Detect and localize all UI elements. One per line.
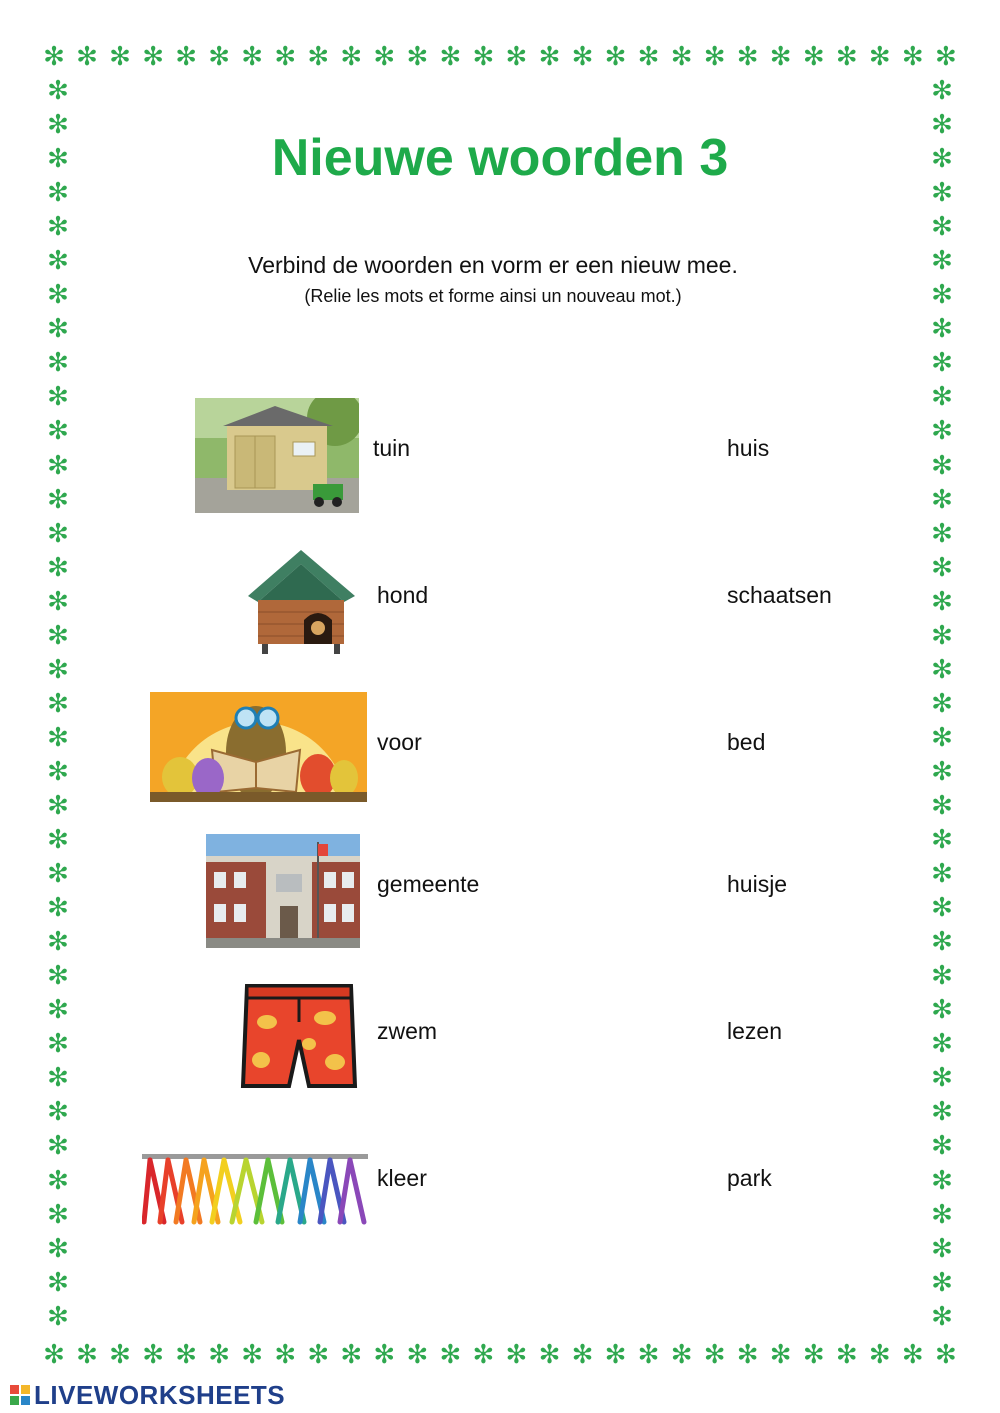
border-flower-icon: ✻ xyxy=(208,1340,231,1370)
border-flower-icon: ✻ xyxy=(931,995,953,1026)
left-word-3: voor xyxy=(377,729,422,755)
garden-shed-image xyxy=(195,398,359,513)
border-flower-icon: ✻ xyxy=(931,722,953,753)
border-flower-icon: ✻ xyxy=(931,927,953,958)
border-flower-icon: ✻ xyxy=(373,42,396,72)
border-flower-icon: ✻ xyxy=(175,1340,198,1370)
border-flower-icon: ✻ xyxy=(47,416,69,447)
border-flower-icon: ✻ xyxy=(274,42,297,72)
border-flower-icon: ✻ xyxy=(47,348,69,379)
border-flower-icon: ✻ xyxy=(47,893,69,924)
border-flower-icon: ✻ xyxy=(47,1233,69,1264)
border-flower-icon: ✻ xyxy=(109,1340,131,1370)
border-flower-icon: ✻ xyxy=(472,42,495,72)
instruction: Verbind de woorden en vorm er een nieuw mee. xyxy=(248,252,738,278)
border-flower-icon: ✻ xyxy=(47,1029,69,1060)
border-flower-icon: ✻ xyxy=(307,1340,330,1370)
right-word-3: bed xyxy=(727,729,766,755)
left-word-6: kleer xyxy=(377,1165,427,1191)
reading-owls-image xyxy=(150,692,367,802)
border-flower-icon: ✻ xyxy=(76,1340,98,1370)
swim-shorts-image xyxy=(239,982,359,1090)
left-word-5: zwem xyxy=(377,1018,438,1044)
border-flower-icon: ✻ xyxy=(47,722,69,753)
border-flower-icon: ✻ xyxy=(241,42,264,72)
border-flower-icon: ✻ xyxy=(142,42,164,72)
border-flower-icon: ✻ xyxy=(340,42,363,72)
border-flower-icon: ✻ xyxy=(703,1340,726,1370)
right-word-1: huis xyxy=(727,435,770,461)
border-flower-icon: ✻ xyxy=(931,110,953,141)
town-hall-image xyxy=(206,834,360,948)
border-flower-icon: ✻ xyxy=(931,1097,953,1128)
border-flower-icon: ✻ xyxy=(931,144,953,175)
border-flower-icon: ✻ xyxy=(47,212,69,243)
border-flower-icon: ✻ xyxy=(47,586,69,617)
border-flower-icon: ✻ xyxy=(604,42,627,72)
border-flower-icon: ✻ xyxy=(931,620,953,651)
dog-house-image xyxy=(244,546,359,658)
border-flower-icon: ✻ xyxy=(931,246,953,277)
border-flower-icon: ✻ xyxy=(571,42,594,72)
border-flower-icon: ✻ xyxy=(868,42,891,72)
left-word-1: tuin xyxy=(373,435,411,461)
border-flower-icon: ✻ xyxy=(505,1340,528,1370)
left-word-2: hond xyxy=(377,582,429,608)
border-flower-icon: ✻ xyxy=(47,314,69,345)
border-flower-icon: ✻ xyxy=(934,1340,957,1370)
logo-icon xyxy=(10,1385,30,1405)
border-flower-icon: ✻ xyxy=(109,42,131,72)
border-flower-icon: ✻ xyxy=(802,42,825,72)
border-flower-icon: ✻ xyxy=(931,314,953,345)
border-flower-icon: ✻ xyxy=(47,1267,69,1298)
border-flower-icon: ✻ xyxy=(47,825,69,856)
liveworksheets-logo xyxy=(10,1380,285,1410)
border-flower-icon: ✻ xyxy=(439,1340,462,1370)
border-flower-icon: ✻ xyxy=(505,42,528,72)
border-flower-icon: ✻ xyxy=(769,1340,792,1370)
border-flower-icon: ✻ xyxy=(373,1340,396,1370)
border-flower-icon: ✻ xyxy=(47,859,69,890)
border-flower-icon: ✻ xyxy=(931,416,953,447)
border-flower-icon: ✻ xyxy=(931,825,953,856)
border-flower-icon: ✻ xyxy=(340,1340,363,1370)
border-flower-icon: ✻ xyxy=(47,450,69,481)
border-flower-icon: ✻ xyxy=(571,1340,594,1370)
border-flower-icon: ✻ xyxy=(472,1340,495,1370)
border-flower-icon: ✻ xyxy=(931,1233,953,1264)
border-flower-icon: ✻ xyxy=(931,280,953,311)
border-flower-icon: ✻ xyxy=(47,552,69,583)
border-flower-icon: ✻ xyxy=(47,1199,69,1230)
border-flower-icon: ✻ xyxy=(47,1165,69,1196)
border-flower-icon: ✻ xyxy=(142,1340,164,1370)
border-flower-icon: ✻ xyxy=(931,961,953,992)
border-flower-icon: ✻ xyxy=(802,1340,825,1370)
border-flower-icon: ✻ xyxy=(736,1340,759,1370)
border-flower-icon: ✻ xyxy=(47,518,69,549)
border-flower-icon: ✻ xyxy=(931,1199,953,1230)
border-flower-icon: ✻ xyxy=(47,246,69,277)
border-flower-icon: ✻ xyxy=(406,42,429,72)
border-flower-icon: ✻ xyxy=(931,1131,953,1162)
border-flower-icon: ✻ xyxy=(769,42,792,72)
border-flower-icon: ✻ xyxy=(241,1340,264,1370)
border-flower-icon: ✻ xyxy=(931,212,953,243)
border-flower-icon: ✻ xyxy=(934,42,957,72)
border-flower-icon: ✻ xyxy=(931,893,953,924)
border-flower-icon: ✻ xyxy=(736,42,759,72)
border-bottom xyxy=(40,1342,960,1368)
right-word-5: lezen xyxy=(727,1018,782,1044)
border-flower-icon: ✻ xyxy=(43,42,65,72)
border-flower-icon: ✻ xyxy=(47,1063,69,1094)
border-flower-icon: ✻ xyxy=(931,484,953,515)
border-top xyxy=(40,44,960,70)
border-flower-icon: ✻ xyxy=(931,790,953,821)
border-flower-icon: ✻ xyxy=(208,42,231,72)
logo-text: LIVEWORKSHEETS xyxy=(34,1379,286,1410)
right-word-4: huisje xyxy=(727,871,788,897)
border-flower-icon: ✻ xyxy=(931,1029,953,1060)
border-flower-icon: ✻ xyxy=(47,1131,69,1162)
border-flower-icon: ✻ xyxy=(931,1063,953,1094)
border-flower-icon: ✻ xyxy=(47,280,69,311)
border-flower-icon: ✻ xyxy=(637,1340,660,1370)
border-flower-icon: ✻ xyxy=(931,1165,953,1196)
border-flower-icon: ✻ xyxy=(901,1340,924,1370)
clothes-hangers-image xyxy=(142,1146,368,1230)
border-flower-icon: ✻ xyxy=(406,1340,429,1370)
border-flower-icon: ✻ xyxy=(931,76,953,106)
border-flower-icon: ✻ xyxy=(670,42,693,72)
border-flower-icon: ✻ xyxy=(538,1340,561,1370)
border-flower-icon: ✻ xyxy=(47,927,69,958)
border-flower-icon: ✻ xyxy=(43,1340,65,1370)
border-flower-icon: ✻ xyxy=(931,859,953,890)
page-title: Nieuwe woorden 3 xyxy=(271,129,729,187)
border-flower-icon: ✻ xyxy=(703,42,726,72)
border-flower-icon: ✻ xyxy=(47,144,69,175)
border-flower-icon: ✻ xyxy=(538,42,561,72)
border-flower-icon: ✻ xyxy=(931,552,953,583)
border-flower-icon: ✻ xyxy=(274,1340,297,1370)
border-flower-icon: ✻ xyxy=(931,382,953,413)
border-flower-icon: ✻ xyxy=(604,1340,627,1370)
border-flower-icon: ✻ xyxy=(931,450,953,481)
border-flower-icon: ✻ xyxy=(868,1340,891,1370)
border-flower-icon: ✻ xyxy=(47,1097,69,1128)
right-word-6: park xyxy=(727,1165,772,1191)
border-flower-icon: ✻ xyxy=(931,1267,953,1298)
border-flower-icon: ✻ xyxy=(931,178,953,209)
left-word-4: gemeente xyxy=(377,871,480,897)
border-flower-icon: ✻ xyxy=(931,586,953,617)
border-flower-icon: ✻ xyxy=(670,1340,693,1370)
border-flower-icon: ✻ xyxy=(835,42,858,72)
border-flower-icon: ✻ xyxy=(931,1301,953,1332)
border-flower-icon: ✻ xyxy=(47,484,69,515)
border-flower-icon: ✻ xyxy=(47,620,69,651)
border-flower-icon: ✻ xyxy=(47,961,69,992)
border-flower-icon: ✻ xyxy=(47,790,69,821)
border-flower-icon: ✻ xyxy=(931,654,953,685)
border-flower-icon: ✻ xyxy=(931,688,953,719)
border-flower-icon: ✻ xyxy=(47,110,69,141)
border-flower-icon: ✻ xyxy=(47,654,69,685)
border-flower-icon: ✻ xyxy=(901,42,924,72)
border-flower-icon: ✻ xyxy=(835,1340,858,1370)
border-flower-icon: ✻ xyxy=(76,42,98,72)
border-flower-icon: ✻ xyxy=(637,42,660,72)
instruction-french: (Relie les mots et forme ainsi un nouveau mot.) xyxy=(304,286,682,306)
border-flower-icon: ✻ xyxy=(47,688,69,719)
border-flower-icon: ✻ xyxy=(175,42,198,72)
border-flower-icon: ✻ xyxy=(307,42,330,72)
border-flower-icon: ✻ xyxy=(47,382,69,413)
border-flower-icon: ✻ xyxy=(47,1301,69,1332)
border-flower-icon: ✻ xyxy=(931,348,953,379)
border-flower-icon: ✻ xyxy=(47,756,69,787)
border-flower-icon: ✻ xyxy=(47,178,69,209)
border-flower-icon: ✻ xyxy=(931,756,953,787)
right-word-2: schaatsen xyxy=(727,582,832,608)
border-flower-icon: ✻ xyxy=(47,76,69,106)
border-flower-icon: ✻ xyxy=(439,42,462,72)
border-flower-icon: ✻ xyxy=(931,518,953,549)
border-flower-icon: ✻ xyxy=(47,995,69,1026)
